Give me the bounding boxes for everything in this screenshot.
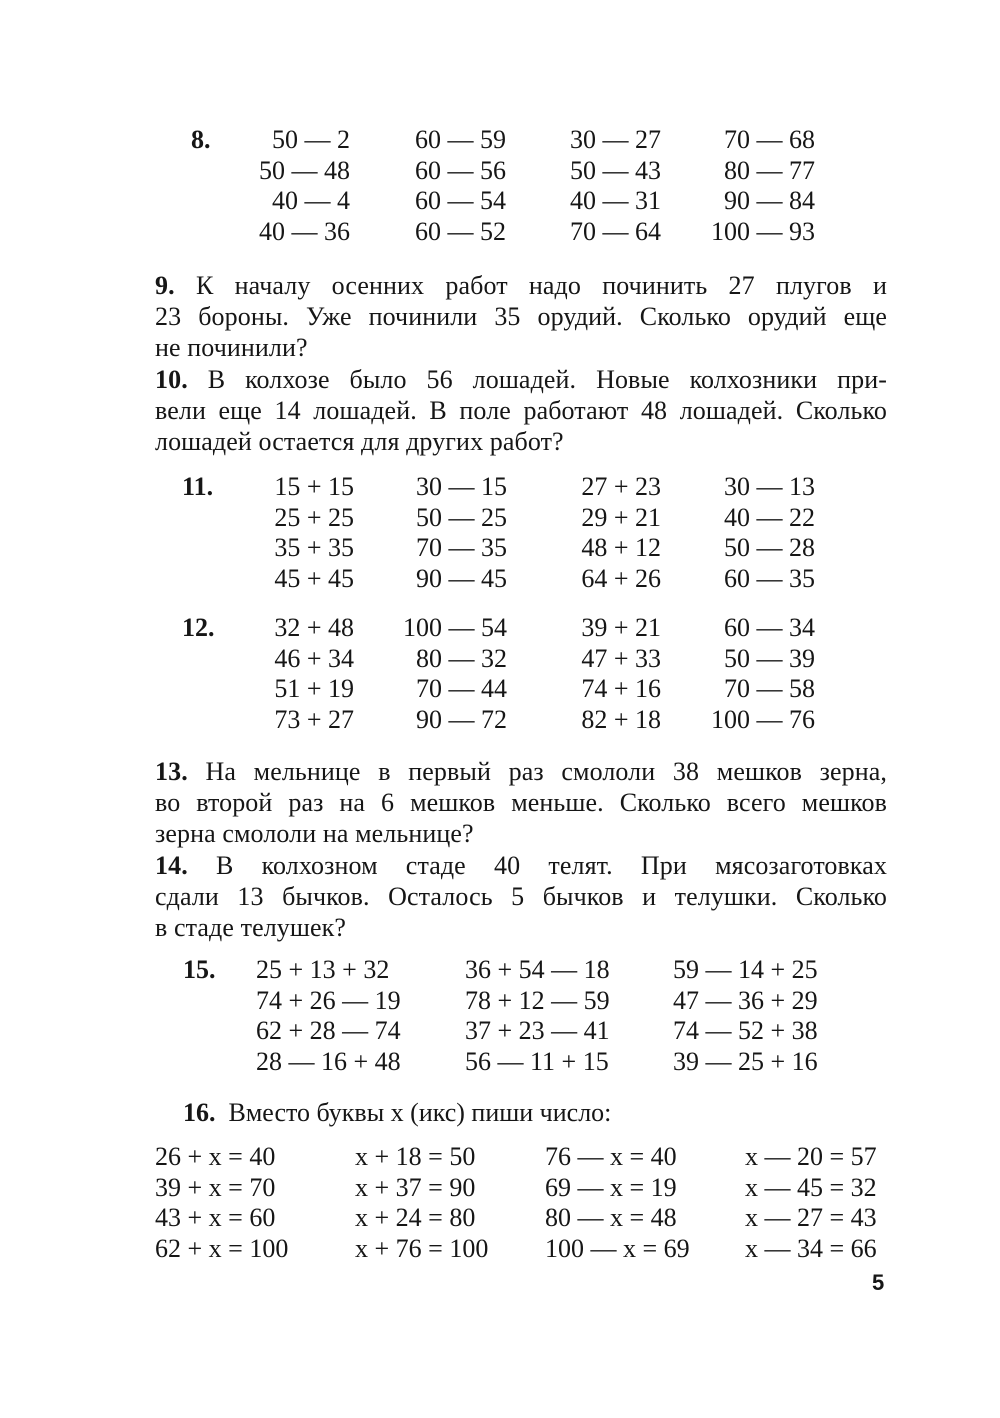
text-line: в стаде телушек? <box>155 913 347 942</box>
text-line: сдали 13 бычков. Осталось 5 бычков и телушки. Сколько <box>155 882 887 911</box>
equation: x + 18 = 50 <box>355 1142 476 1171</box>
equation: x — 20 = 57 <box>745 1142 877 1171</box>
exercise-number: 8. <box>191 125 211 154</box>
equation: 100 — x = 69 <box>545 1233 690 1263</box>
equation: x + 37 = 90 <box>355 1172 476 1202</box>
equation: x — 27 = 43 <box>745 1203 877 1232</box>
column <box>400 472 507 594</box>
equation: 69 — x = 19 <box>545 1172 677 1202</box>
text-line: зерна смололи на мельнице? <box>155 819 474 848</box>
equation: x — 34 = 66 <box>745 1233 877 1263</box>
column <box>250 472 354 594</box>
expression: 50 — 2 <box>272 125 350 154</box>
expression: 60 — 34 <box>724 613 815 642</box>
expression: 25 + 25 <box>274 502 354 532</box>
column <box>545 1142 725 1264</box>
expression: 40 — 31 <box>570 186 661 215</box>
expression: 32 + 48 <box>274 613 354 642</box>
expression: 60 — 35 <box>724 563 815 593</box>
equation: 62 + x = 100 <box>155 1233 289 1263</box>
column <box>155 1142 330 1264</box>
expression: 15 + 15 <box>274 472 354 501</box>
equation: x — 45 = 32 <box>745 1172 877 1202</box>
column <box>555 613 661 735</box>
expression: 25 + 13 + 32 <box>256 955 390 984</box>
text-line: лошадей остается для других работ? <box>155 427 564 456</box>
expression: 70 — 35 <box>416 533 507 562</box>
column <box>400 125 506 247</box>
expression: 74 + 26 — 19 <box>256 985 401 1015</box>
text-line: во второй раз на 6 мешков меньше. Сколько всего мешков <box>155 788 887 817</box>
column <box>705 472 815 594</box>
expression: 40 — 36 <box>259 216 350 246</box>
expression: 37 + 23 — 41 <box>465 1016 610 1045</box>
column <box>745 1142 895 1264</box>
expression: 70 — 68 <box>724 125 815 154</box>
exercise-number: 9. <box>155 271 175 300</box>
expression: 82 + 18 <box>581 704 661 734</box>
column <box>555 472 661 594</box>
expression: 50 — 28 <box>724 533 815 562</box>
expression: 46 + 34 <box>274 643 354 673</box>
column <box>390 613 507 735</box>
expression: 40 — 4 <box>272 186 350 215</box>
expression: 56 — 11 + 15 <box>465 1046 609 1076</box>
expression: 74 + 16 <box>581 674 661 703</box>
expression: 29 + 21 <box>581 502 661 532</box>
expression: 50 — 43 <box>570 155 661 185</box>
expression: 50 — 48 <box>259 155 350 185</box>
expression: 48 + 12 <box>581 533 661 562</box>
exercise-number: 11. <box>182 472 214 501</box>
exercise-number: 14. <box>155 851 188 880</box>
expression: 90 — 45 <box>416 563 507 593</box>
expression: 80 — 32 <box>416 643 507 673</box>
exercise-number: 15. <box>183 955 216 984</box>
text-line: 14. В колхозном стаде 40 телят. При мясозаготовках <box>155 851 887 880</box>
expression: 80 — 77 <box>724 155 815 185</box>
column <box>695 613 815 735</box>
exercise-number: 12. <box>182 613 215 642</box>
expression: 40 — 22 <box>724 502 815 532</box>
expression: 62 + 28 — 74 <box>256 1016 401 1045</box>
expression: 28 — 16 + 48 <box>256 1046 401 1076</box>
expression: 90 — 84 <box>724 186 815 215</box>
expression: 47 + 33 <box>581 643 661 673</box>
text-line: 10. В колхозе было 56 лошадей. Новые колхозники при- <box>155 365 887 394</box>
column <box>250 613 354 735</box>
expression: 30 — 13 <box>724 472 815 501</box>
expression: 100 — 93 <box>711 216 815 246</box>
expression: 51 + 19 <box>274 674 354 703</box>
expression: 73 + 27 <box>274 704 354 734</box>
expression: 27 + 23 <box>581 472 661 501</box>
expression: 60 — 54 <box>415 186 506 215</box>
expression: 59 — 14 + 25 <box>673 955 818 984</box>
text-line: не починили? <box>155 333 308 362</box>
equation: x + 76 = 100 <box>355 1233 489 1263</box>
column <box>673 955 843 1077</box>
page-number: 5 <box>872 1270 885 1295</box>
equation: 80 — x = 48 <box>545 1203 677 1232</box>
expression: 90 — 72 <box>416 704 507 734</box>
column <box>256 955 426 1077</box>
equation: 26 + x = 40 <box>155 1142 276 1171</box>
expression: 36 + 54 — 18 <box>465 955 610 984</box>
expression: 30 — 27 <box>570 125 661 154</box>
equation: 43 + x = 60 <box>155 1203 276 1232</box>
equation: 39 + x = 70 <box>155 1172 276 1202</box>
exercise-title: 16. Вместо буквы x (икс) пиши число: <box>183 1098 612 1127</box>
expression: 74 — 52 + 38 <box>673 1016 818 1045</box>
exercise-number: 10. <box>155 365 188 394</box>
expression: 39 + 21 <box>581 613 661 642</box>
column <box>355 1142 530 1264</box>
equation: x + 24 = 80 <box>355 1203 476 1232</box>
expression: 70 — 64 <box>570 216 661 246</box>
expression: 70 — 44 <box>416 674 507 703</box>
exercise-number: 16. <box>183 1098 216 1127</box>
expression: 50 — 39 <box>724 643 815 673</box>
column <box>465 955 635 1077</box>
expression: 100 — 54 <box>403 613 507 642</box>
expression: 64 + 26 <box>581 563 661 593</box>
expression: 39 — 25 + 16 <box>673 1046 818 1076</box>
exercise-number: 13. <box>155 757 188 786</box>
expression: 45 + 45 <box>274 563 354 593</box>
column <box>555 125 661 247</box>
expression: 47 — 36 + 29 <box>673 985 818 1015</box>
expression: 60 — 56 <box>415 155 506 185</box>
text-line: 23 бороны. Уже починили 35 орудий. Сколько орудий еще <box>155 302 887 331</box>
text-line: 13. На мельнице в первый раз смололи 38 мешков зерна, <box>155 757 888 786</box>
expression: 60 — 59 <box>415 125 506 154</box>
text-line: 9. К началу осенних работ надо починить 27 плугов и <box>155 271 887 300</box>
expression: 30 — 15 <box>416 472 507 501</box>
expression: 70 — 58 <box>724 674 815 703</box>
expression: 50 — 25 <box>416 502 507 532</box>
column <box>695 125 815 247</box>
expression: 100 — 76 <box>711 704 815 734</box>
expression: 78 + 12 — 59 <box>465 985 610 1015</box>
text-line: вели еще 14 лошадей. В поле работают 48 лошадей. Сколько <box>155 396 887 425</box>
expression: 60 — 52 <box>415 216 506 246</box>
expression: 35 + 35 <box>274 533 354 562</box>
column <box>250 125 350 247</box>
equation: 76 — x = 40 <box>545 1142 677 1171</box>
